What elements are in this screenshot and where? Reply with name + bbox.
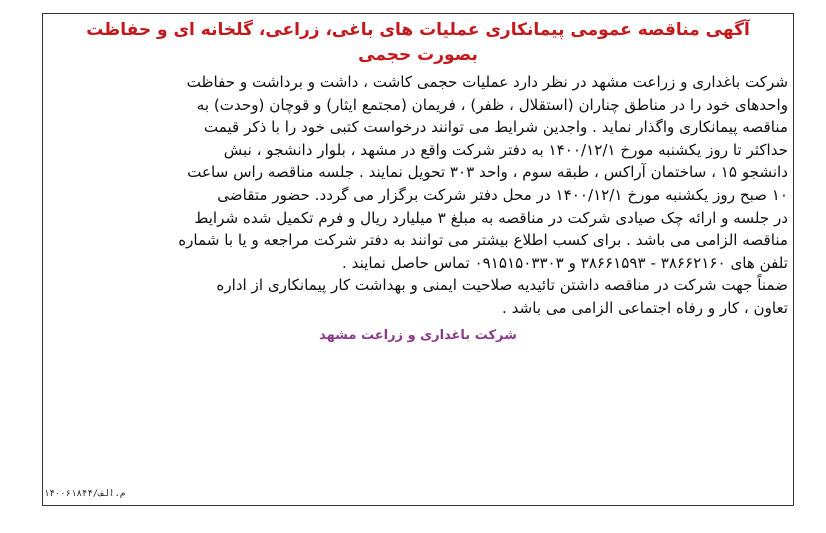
ad-body-line: ۱۰ صبح روز یکشنبه مورخ ۱۴۰۰/۱۲/۱ در محل دفتر شرکت برگزار می گردد. حضور متقاضی [217,185,788,204]
reference-number: م.الف/۱۴۰۰۶۱۸۴۴ [44,489,126,499]
ad-body-line: دانشجو ۱۵ ، ساختمان آراکس ، طبقه سوم ، واحد ۳۰۳ تحویل نمایند . جلسه مناقصه راس ساعت [187,163,788,182]
ad-body-line: شرکت باغداری و زراعت مشهد در نظر دارد عملیات حجمی کاشت ، داشت و برداشت و حفاظت [186,73,788,91]
ad-body [48,71,788,320]
ad-body-line: حداکثر تا روز یکشنبه مورخ ۱۴۰۰/۱۲/۱ به دفتر شرکت واقع در مشهد ، بلوار دانشجو ، نبش [223,140,788,159]
ad-title-line-2: بصورت حجمی [358,45,478,65]
ad-body-line: تعاون ، کار و رفاه اجتماعی الزامی می باشد . [502,298,788,317]
tender-advertisement [48,18,788,343]
ad-body-line: تلفن های ۳۸۶۶۲۱۶۰ - ۳۸۶۶۱۵۹۳ و ۰۹۱۵۱۵۰۳۳۰۳ تماس حاصل نمایند . [342,253,788,272]
company-signature: شرکت باغداری و زراعت مشهد [319,327,517,343]
ad-body-line: ضمناً جهت شرکت در مناقصه داشتن تائیدیه صلاحیت ایمنی و بهداشت کار پیمانکاری از اداره [216,276,788,295]
ad-body-line: مناقصه پیمانکاری واگذار نماید . واجدین شرایط می توانند درخواست کتبی خود را با ذکر قیمت [203,118,788,137]
ad-body-line: مناقصه الزامی می باشد . برای کسب اطلاع بیشتر می توانند به دفتر شرکت مراجعه و یا با شماره [178,231,788,250]
ad-title-line-1: آگهی مناقصه عمومی پیمانکاری عملیات های باغی، زراعی، گلخانه ای و حفاظت [86,20,750,40]
ad-body-line: در جلسه و ارائه چک صیادی شرکت در مناقصه به مبلغ ۳ میلیارد ریال و فرم تکمیل شده شرایط [194,208,788,227]
ad-body-line: واحدهای خود را در مناطق چناران (استقلال ، ظفر) ، فریمان (مجتمع ایثار) و قوچان (وحدت) به [196,95,788,114]
